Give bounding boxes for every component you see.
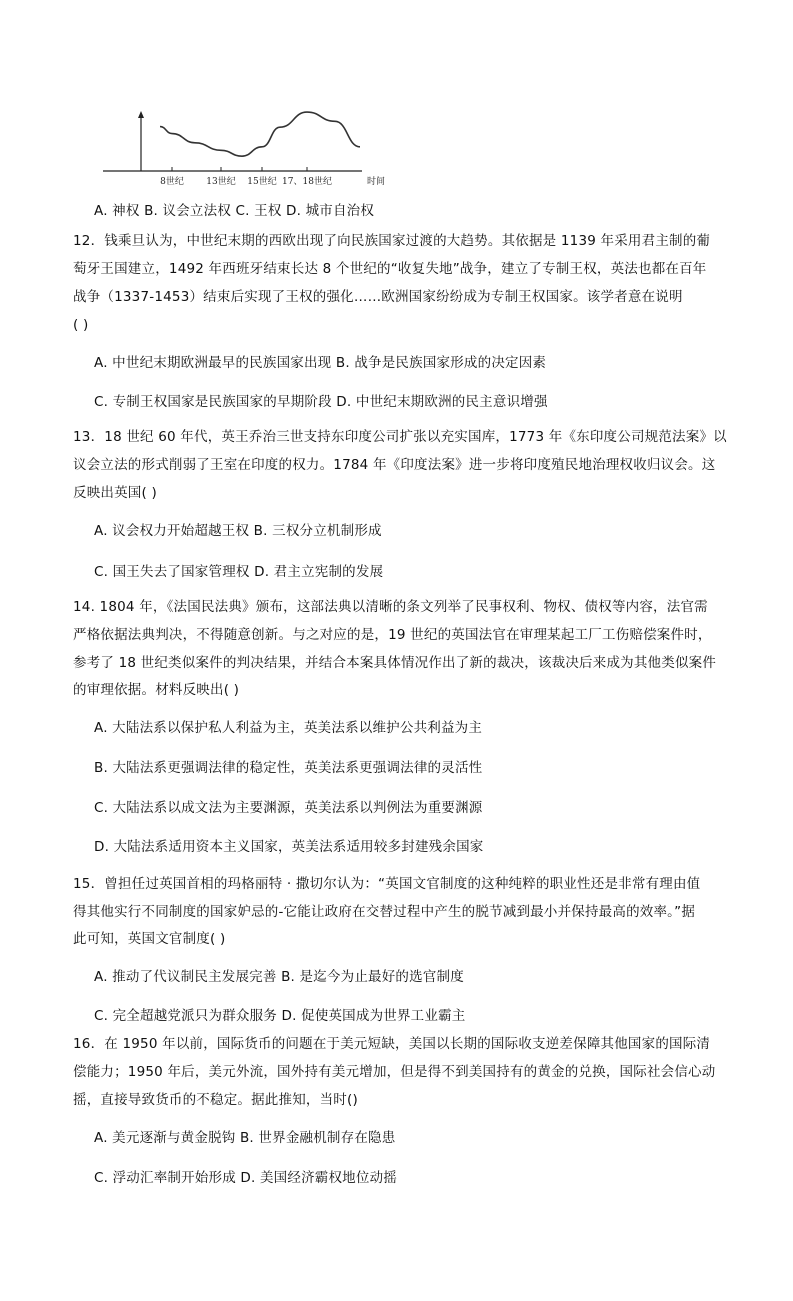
q14-stem-line-1: 14. 1804 年，《法国民法典》颁布，这部法典以清晰的条文列举了民事权利、物权、债权等内容，法官需 — [73, 599, 708, 615]
q12-stem-line-1: 12．钱乘旦认为，中世纪末期的西欧出现了向民族国家过渡的大趋势。其依据是 1139 年采用君主制的葡 — [73, 233, 711, 249]
q15-stem-line-2: 得其他实行不同制度的国家妒忌的-它能让政府在交替过程中产生的脱节减到最小并保持最高的效率。”据 — [73, 904, 696, 920]
q14-option-c: C. 大陆法系以成文法为主要渊源，英美法系以判例法为重要渊源 — [94, 800, 483, 816]
x-tick-label: 8世纪 — [160, 177, 184, 187]
q12-option-cd: C. 专制王权国家是民族国家的早期阶段 D. 中世纪末期欧洲的民主意识增强 — [94, 394, 548, 410]
q12-stem-line-3: 战争（1337-1453）结束后实现了王权的强化……欧洲国家纷纷成为专制王权国家。该学者意在说明 — [73, 289, 683, 305]
q14-option-d: D. 大陆法系适用资本主义国家，英美法系适用较多封建残余国家 — [94, 839, 484, 855]
q11-options: A. 神权 B. 议会立法权 C. 王权 D. 城市自治权 — [94, 203, 375, 219]
q13-option-cd: C. 国王失去了国家管理权 D. 君主立宪制的发展 — [94, 564, 384, 580]
q16-option-cd: C. 浮动汇率制开始形成 D. 美国经济霸权地位动摇 — [94, 1170, 397, 1186]
q13-stem-line-2: 议会立法的形式削弱了王室在印度的权力。1784 年《印度法案》进一步将印度殖民地治理权收归议会。这 — [73, 457, 716, 473]
trend-chart-svg — [100, 108, 400, 194]
q12-stem-line-2: 萄牙王国建立，1492 年西班牙结束长达 8 个世纪的“收复失地”战争，建立了专制王权，英法也都在百年 — [73, 261, 707, 277]
q16-option-ab: A. 美元逐渐与黄金脱钩 B. 世界金融机制存在隐患 — [94, 1130, 396, 1146]
q13-stem-line-1: 13．18 世纪 60 年代，英王乔治三世支持东印度公司扩张以充实国库，1773 年《东印度公司规范法案》以 — [73, 429, 727, 445]
x-tick-label: 15世纪 — [247, 177, 277, 187]
q14-option-a: A. 大陆法系以保护私人利益为主，英美法系以维护公共利益为主 — [94, 720, 483, 736]
q14-option-b: B. 大陆法系更强调法律的稳定性，英美法系更强调法律的灵活性 — [94, 760, 483, 776]
q15-option-cd: C. 完全超越党派只为群众服务 D. 促使英国成为世界工业霸主 — [94, 1008, 466, 1024]
q14-stem-line-4: 的审理依据。材料反映出( ) — [73, 682, 240, 698]
x-tick-label: 13世纪 — [206, 177, 236, 187]
q13-stem-line-3: 反映出英国( ) — [73, 485, 157, 501]
q15-stem-line-1: 15．曾担任过英国首相的玛格丽特 · 撒切尔认为：“英国文官制度的这种纯粹的职业性还是非常有理由值 — [73, 876, 701, 892]
q15-option-ab: A. 推动了代议制民主发展完善 B. 是迄今为止最好的选官制度 — [94, 969, 464, 985]
q12-option-ab: A. 中世纪末期欧洲最早的民族国家出现 B. 战争是民族国家形成的决定因素 — [94, 355, 547, 371]
q15-stem-line-3: 此可知，英国文官制度( ) — [73, 931, 226, 947]
x-tick-label: 17、18世纪 — [282, 177, 332, 187]
q12-stem-line-4: ( ) — [73, 317, 89, 333]
x-axis-label: 时间 — [366, 177, 386, 187]
q16-stem-line-2: 偿能力；1950 年后，美元外流，国外持有美元增加，但是得不到美国持有的黄金的兑换，国际社会信心动 — [73, 1064, 716, 1080]
q13-option-ab: A. 议会权力开始超越王权 B. 三权分立机制形成 — [94, 523, 382, 539]
trend-chart — [100, 108, 400, 194]
y-axis-arrow — [138, 111, 144, 118]
trend-line — [160, 112, 360, 156]
q14-stem-line-2: 严格依据法典判决，不得随意创新。与之对应的是，19 世纪的英国法官在审理某起工厂工伤赔偿案件时， — [73, 627, 712, 643]
q16-stem-line-3: 摇，直接导致货币的不稳定。据此推知，当时() — [73, 1092, 358, 1108]
q16-stem-line-1: 16．在 1950 年以前，国际货币的问题在于美元短缺，美国以长期的国际收支逆差保障其他国家的国际清 — [73, 1036, 711, 1052]
q14-stem-line-3: 参考了 18 世纪类似案件的判决结果，并结合本案具体情况作出了新的裁决，该裁决后来成为其他类似案件 — [73, 655, 717, 671]
